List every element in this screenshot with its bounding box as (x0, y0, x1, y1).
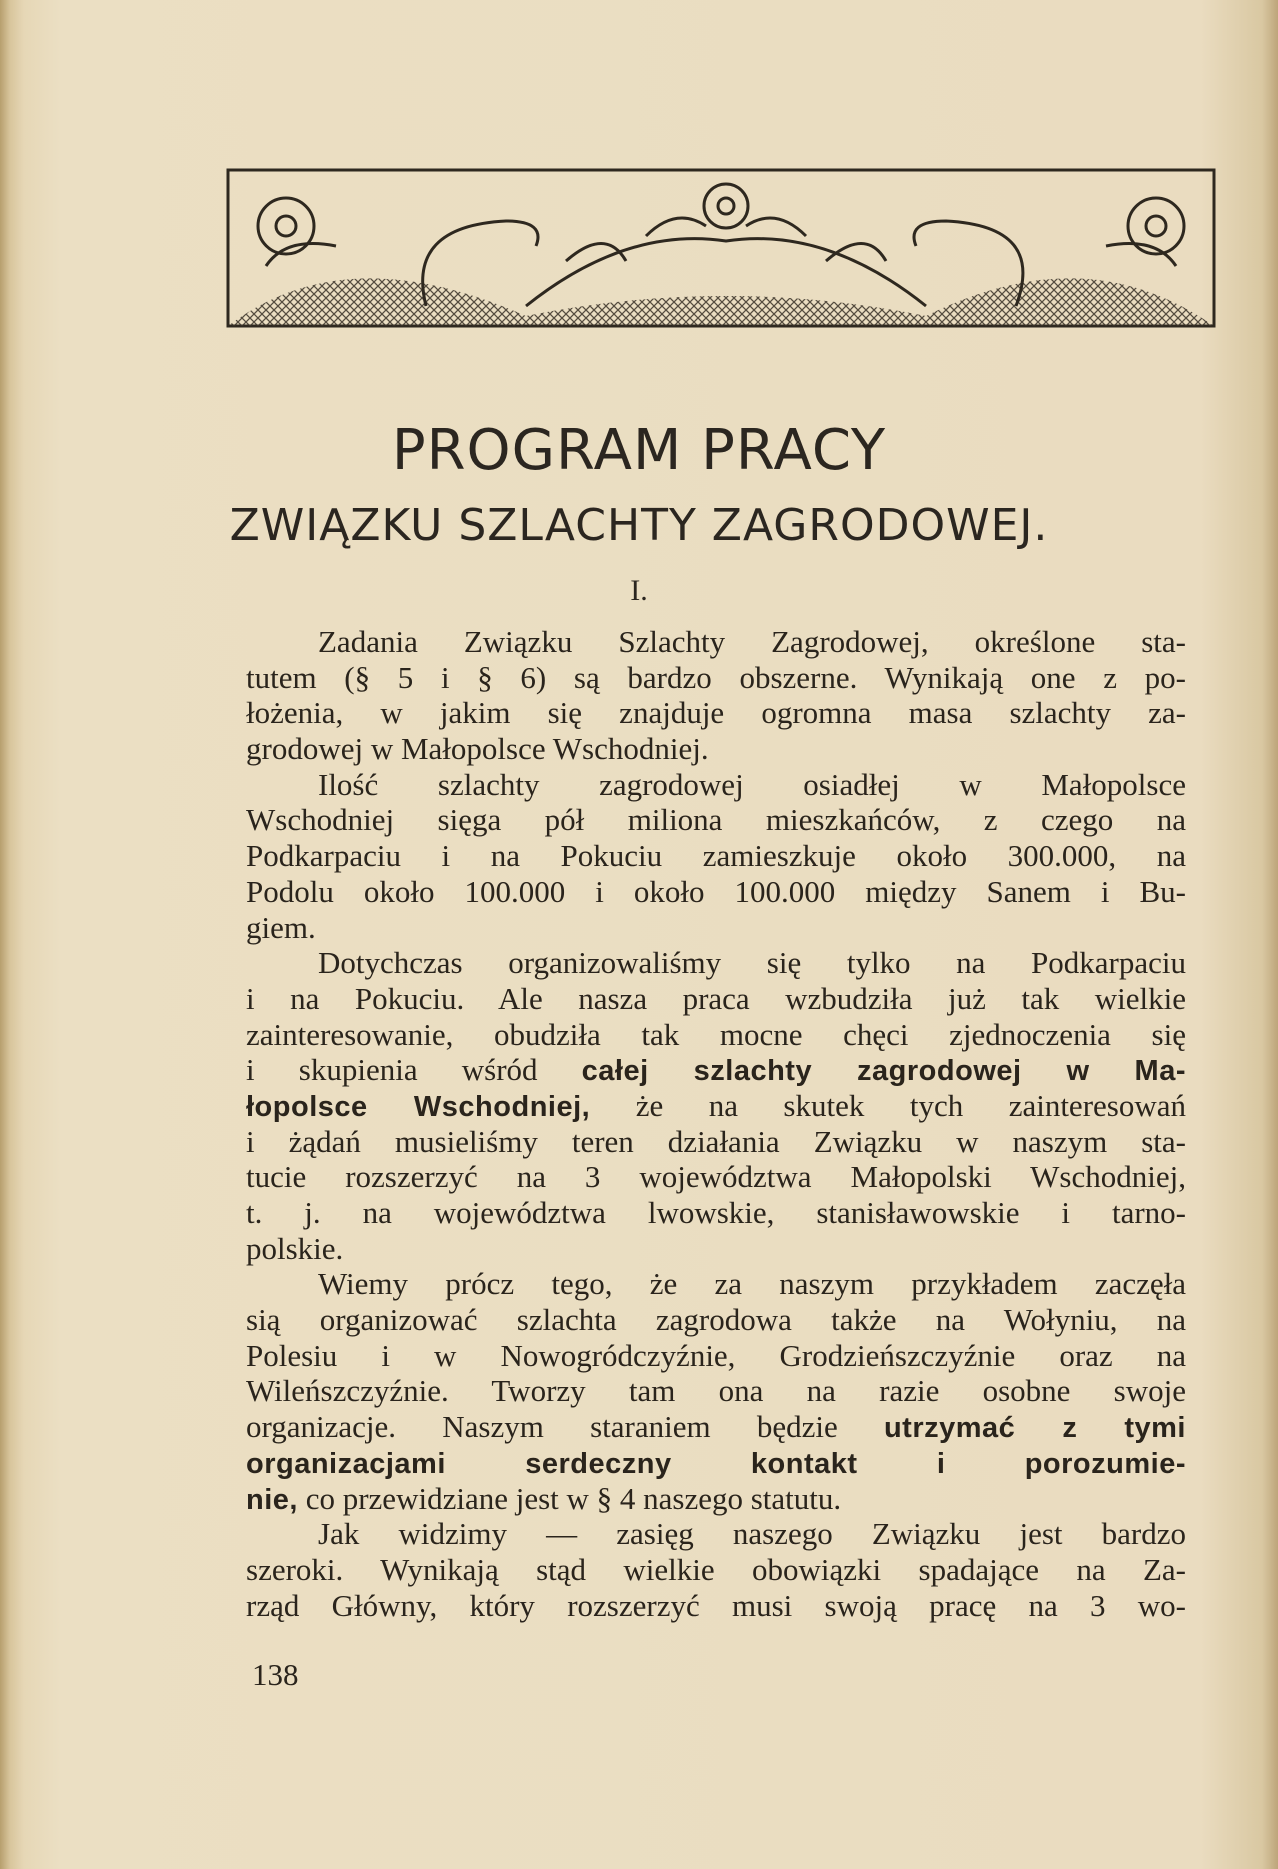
text-line (246, 874, 1186, 910)
text-segment: Wiemy prócz tego, że za naszym przykładem zaczęła (318, 1266, 1186, 1302)
text-line (246, 660, 1186, 696)
bold-text: organizacjami serdeczny kontakt i porozumie- (246, 1447, 1186, 1480)
text-segment: Jak widzimy — zasięg naszego Związku jest bardzo (318, 1516, 1186, 1552)
text-line (246, 1052, 1186, 1088)
text-line (246, 1088, 1186, 1124)
section-number: I. (630, 574, 648, 607)
text-segment: Wileńszczyźnie. Tworzy tam ona na razie osobne swoje (246, 1373, 1186, 1409)
text-segment: szeroki. Wynikają stąd wielkie obowiązki spadające na Za- (246, 1551, 1186, 1587)
text-line (246, 1302, 1186, 1338)
bold-text: całej szlachty zagrodowej w Ma- (581, 1055, 1186, 1088)
text-segment: grodowej w Małopolsce Wschodniej. (246, 731, 709, 767)
bold-text: nie, (246, 1483, 298, 1516)
text-segment: Polesiu i w Nowogródczyźnie, Grodzieńszczyźnie oraz na (246, 1337, 1186, 1373)
text-line (246, 1445, 1186, 1481)
text-line (246, 802, 1186, 838)
page-number: 138 (252, 1657, 299, 1692)
text-line (246, 1017, 1186, 1053)
page-title: PROGRAM PRACY (391, 418, 887, 483)
text-line (246, 1409, 1186, 1445)
text-segment: sią organizować szlachta zagrodowa także na Wołyniu, na (246, 1302, 1186, 1338)
text-line (246, 910, 1186, 946)
text-line (246, 981, 1186, 1017)
text-line (246, 1516, 1186, 1552)
text-line (246, 1124, 1186, 1160)
text-segment: Ilość szlachty zagrodowej osiadłej w Małopolsce (318, 766, 1186, 802)
text-segment: Podkarpaciu i na Pokuciu zamieszkuje około 300.000, na (246, 838, 1186, 874)
text-line (246, 767, 1186, 803)
text-segment: co przewidziane jest w § 4 naszego statutu. (297, 1480, 842, 1516)
text-segment: łożenia, w jakim się znajduje ogromna masa szlachty za- (246, 695, 1186, 731)
page-subtitle: ZWIĄZKU SZLACHTY ZAGRODOWEJ. (229, 500, 1049, 551)
text-segment: Zadania Związku Szlachty Zagrodowej, określone sta- (318, 624, 1186, 659)
text-segment: i na Pokuciu. Ale nasza praca wzbudziła już tak wielkie (246, 980, 1186, 1016)
text-line (246, 1481, 1186, 1517)
text-line (246, 624, 1186, 660)
text-segment: Dotychczas organizowaliśmy się tylko na Podkarpaciu (318, 945, 1186, 981)
text-line (246, 1266, 1186, 1302)
text-segment: że na skutek tych zainteresowań (590, 1087, 1186, 1123)
text-segment: Podolu około 100.000 i około 100.000 między Sanem i Bu- (246, 873, 1186, 909)
text-segment: tutem (§ 5 i § 6) są bardzo obszerne. Wynikają one z po- (246, 659, 1186, 695)
text-segment: tucie rozszerzyć na 3 województwa Małopolski Wschodniej, (246, 1159, 1186, 1195)
text-line (246, 1588, 1186, 1624)
text-segment: t. j. na województwa lwowskie, stanisławowskie i tarno- (246, 1195, 1186, 1230)
text-segment: i żądań musieliśmy teren działania Związku w naszym sta- (246, 1123, 1186, 1159)
text-line (246, 1373, 1186, 1409)
text-line (246, 1231, 1186, 1267)
text-line (246, 1552, 1186, 1588)
floral-ornament-headpiece (226, 166, 1218, 332)
text-line (246, 731, 1186, 767)
text-segment: i skupienia wśród (246, 1052, 582, 1088)
body-text (246, 624, 1186, 1623)
text-segment: zainteresowanie, obudziła tak mocne chęci zjednoczenia się (246, 1016, 1186, 1052)
text-segment: giem. (246, 909, 316, 945)
text-line (246, 838, 1186, 874)
text-line (246, 1195, 1186, 1231)
text-segment: rząd Główny, który rozszerzyć musi swoją pracę na 3 wo- (246, 1587, 1186, 1623)
text-segment: Wschodniej sięga pół miliona mieszkańców, z czego na (246, 802, 1186, 838)
text-segment: polskie. (246, 1230, 344, 1266)
text-line (246, 695, 1186, 731)
text-line (246, 1338, 1186, 1374)
text-line (246, 1159, 1186, 1195)
bold-text: łopolsce Wschodniej, (246, 1090, 591, 1123)
text-segment: organizacje. Naszym staraniem będzie (246, 1409, 884, 1445)
bold-text: utrzymać z tymi (883, 1412, 1186, 1445)
text-line (246, 945, 1186, 981)
